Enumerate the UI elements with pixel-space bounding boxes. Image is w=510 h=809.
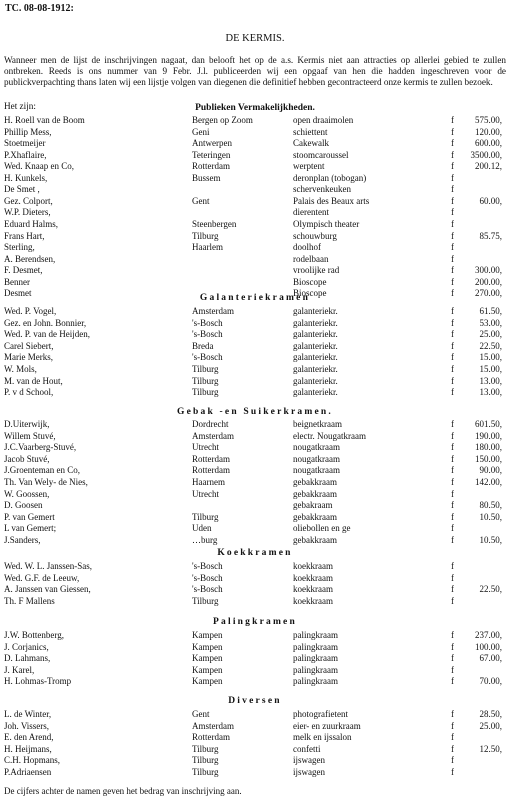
entry-city: Amsterdam [192,430,234,441]
entry-city: Kampen [192,630,223,640]
entry-name: Carel Siebert, [4,340,54,351]
entry-name: Sterling, [4,242,35,253]
list-item [0,665,510,676]
entry-city: Utrecht [192,488,219,499]
entry-attraction: eier- en zuurkraam [293,720,361,731]
entry-city: 's-Bosch [192,329,223,340]
entry-attraction: palingkraam [293,676,338,687]
entry-currency: f [451,207,454,218]
entry-amount: 142.00, [475,477,502,487]
entry-city: Kampen [192,676,223,687]
entry-city: Rotterdam [192,732,230,743]
entry-city: 's-Bosch [192,317,223,328]
list-item [0,387,510,398]
entry-name: L van Gemert; [4,523,57,534]
entry-name: L. de Winter, [4,709,52,719]
entry-city: 's-Bosch [192,561,223,571]
intro-paragraph: Wanneer men de lijst de inschrijvingen nagaat, dan belooft het op de a.s. Kermis niet aan attracties op allerlei gebied te zullen ontbreken. Reeds is ons nummer van 9 Febr. J.l. publiceerden wij een opgaaf van hen die hadden ingeschreven voor de publickverpachting thans laten wij een lijstje volgen van diegenen die definitief hebben gecontracteerd onze kermis te zullen bezoek. [4,55,506,88]
entry-name: C.H. Hopmans, [4,755,60,766]
entry-city: Steenbergen [192,218,237,229]
list-item [0,442,510,453]
entry-amount: 200.00, [475,276,502,287]
entry-amount: 80.50, [479,500,502,511]
entry-attraction: photografietent [293,709,348,719]
entry-attraction: stoomcaroussel [293,149,349,160]
entry-city: Kampen [192,641,223,652]
entry-amount: 270.00, [475,288,502,299]
section-title: Palingkramen [213,617,297,627]
entry-currency: f [451,664,454,675]
entry-city: Bergen op Zoom [192,115,253,125]
entry-amount: 28.50, [479,709,502,719]
entry-attraction: dierentent [293,207,329,218]
entry-attraction: ijswagen [293,767,325,777]
list-item [0,231,510,242]
section-title: Galanteriekramen [199,293,311,303]
entry-name: H. Roell van de Boom [4,115,85,125]
entry-name: Th. F Mallens [4,595,55,606]
entry-amount: 200.12, [475,161,502,172]
entry-attraction: gebakkraam [293,511,337,522]
entry-currency: f [451,488,454,499]
entry-currency: f [451,161,454,172]
entry-name: Willem Stuvé, [4,430,56,441]
list-item [0,265,510,276]
entry-amount: 120.00, [475,126,502,137]
entry-attraction: Cakewalk [293,138,329,149]
list-item [0,676,510,687]
entry-city: Uden [192,523,212,534]
entry-city: Tilburg [192,230,219,241]
list-item [0,573,510,584]
entry-amount: 13.00, [479,375,502,386]
entry-amount: 13.00, [479,387,502,398]
entry-amount: 600.00, [475,138,502,149]
entry-name: J.W. Bottenberg, [4,630,64,640]
entry-attraction: koekkraam [293,572,333,583]
entry-city: Tilburg [192,387,219,398]
entry-attraction: gebakkraam [293,477,337,487]
entry-name: De Smet , [4,184,40,195]
list-item [0,744,510,755]
list-item [0,115,510,126]
entry-name: J.Sanders, [4,535,41,545]
entry-city: Tilburg [192,767,219,777]
list-item [0,732,510,743]
entry-city: Antwerpen [192,138,232,149]
section-title: Publieken Vermakelijkheden. [195,103,315,113]
entry-name: Eduard Halms, [4,218,58,229]
entry-currency: f [451,442,454,453]
list-item [0,642,510,653]
entry-currency: f [451,265,454,276]
entry-attraction: Olympisch theater [293,218,360,229]
entry-city: Gent [192,195,210,206]
entry-name: D. Goosen [4,500,43,511]
entry-currency: f [451,430,454,441]
entry-city: Amsterdam [192,306,234,316]
entry-name: P.Xhaflaire, [4,149,47,160]
entry-name: Phillip Mess, [4,126,52,137]
entry-name: P. v d School, [4,387,54,398]
entry-attraction: palingkraam [293,641,338,652]
list-item [0,150,510,161]
list-item [0,489,510,500]
entry-currency: f [451,561,454,571]
entry-amount: 25.00, [479,720,502,731]
list-item [0,755,510,766]
entry-name: E. den Arend, [4,732,54,743]
entry-currency: f [451,149,454,160]
entry-attraction: werptent [293,161,325,172]
entry-attraction: galanteriekr. [293,364,338,374]
entry-name: J. Corjanics, [4,641,49,652]
entry-attraction: melk en ijssalon [293,732,352,743]
entry-attraction: galanteriekr. [293,375,338,386]
entry-attraction: ijswagen [293,755,325,766]
list-item [0,419,510,430]
footer-note: De cijfers achter de namen geven het bedrag van inschrijving aan. [4,786,242,796]
entry-city: 's-Bosch [192,572,223,583]
entry-name: Frans Hart, [4,230,45,241]
entry-name: P. van Gemert [4,511,55,522]
entry-name: H. Lohmas-Tromp [4,676,72,687]
entry-city: Tilburg [192,375,219,386]
entry-city: Tilburg [192,511,219,522]
entry-amount: 60.00, [479,195,502,206]
entry-attraction: gebakraam [293,500,333,511]
entry-city: Dordrecht [192,419,229,429]
entry-currency: f [451,288,454,299]
entry-amount: 150.00, [475,453,502,464]
entry-currency: f [451,511,454,522]
entry-city: Kampen [192,664,223,675]
entry-attraction: koekkraam [293,595,333,606]
entry-attraction: galanteriekr. [293,317,338,328]
entry-currency: f [451,535,454,545]
list-item [0,364,510,375]
list-item [0,254,510,265]
het-zijn-label: Het zijn: [4,101,36,111]
list-item [0,138,510,149]
entry-attraction: electr. Nougatkraam [293,430,366,441]
entry-name: Joh. Vissers, [4,720,50,731]
entry-city: Haarlem [192,242,223,253]
entry-currency: f [451,218,454,229]
entry-name: A. Janssen van Giessen, [4,584,91,595]
entry-city: Rotterdam [192,465,230,476]
entry-name: Wed. Knaap en Co, [4,161,75,172]
entry-attraction: koekkraam [293,561,333,571]
entry-currency: f [451,138,454,149]
entry-name: P.Adriaensen [4,767,52,777]
entry-name: Marie Merks, [4,352,53,363]
list-item [0,173,510,184]
entry-attraction: galanteriekr. [293,387,338,398]
article-title: DE KERMIS. [225,33,285,44]
entry-amount: 300.00, [475,265,502,276]
entry-currency: f [451,184,454,195]
entry-amount: 575.00, [475,115,502,125]
list-item [0,306,510,317]
entry-name: Wed. P. Vogel, [4,306,57,316]
entry-currency: f [451,419,454,429]
entry-amount: 180.00, [475,442,502,453]
entry-name: Th. Van Wely- de Nies, [4,477,88,487]
entry-attraction: palingkraam [293,630,338,640]
entry-currency: f [451,306,454,316]
entry-attraction: Bioscope [293,276,327,287]
entry-name: Stoetmeijer [4,138,46,149]
list-item [0,196,510,207]
entry-currency: f [451,676,454,687]
entry-attraction: nougatkraam [293,453,340,464]
list-item [0,318,510,329]
entry-amount: 237.00, [475,630,502,640]
list-item [0,630,510,641]
entry-currency: f [451,595,454,606]
list-item [0,584,510,595]
entry-currency: f [451,329,454,340]
entry-amount: 67.00, [479,653,502,664]
entry-currency: f [451,755,454,766]
entry-currency: f [451,253,454,264]
entry-currency: f [451,523,454,534]
entry-amount: 601.50, [475,419,502,429]
list-item [0,352,510,363]
entry-currency: f [451,172,454,183]
entry-city: Breda [192,340,214,351]
entry-amount: 100.00, [475,641,502,652]
entry-city: Haarnem [192,477,225,487]
entry-attraction: galanteriekr. [293,352,338,363]
entry-currency: f [451,641,454,652]
entry-name: Wed. G.F. de Leeuw, [4,572,80,583]
entry-currency: f [451,477,454,487]
entry-amount: 10.50, [479,535,502,545]
entry-currency: f [451,584,454,595]
entry-attraction: gebakkraam [293,535,337,545]
entry-name: H. Heijmans, [4,743,52,754]
entry-amount: 22.50, [479,340,502,351]
entry-city: Geni [192,126,210,137]
entry-name: M. van de Hout, [4,375,63,386]
list-item [0,341,510,352]
document-header: TC. 08-08-1912: [5,3,74,14]
list-item [0,127,510,138]
entry-currency: f [451,364,454,374]
entry-name: H. Kunkels, [4,172,48,183]
entry-attraction: Bioscope [293,288,327,299]
entry-attraction: palingkraam [293,664,338,675]
entry-amount: 70.00, [479,676,502,687]
entry-attraction: schouwburg [293,230,337,241]
list-item [0,561,510,572]
entry-city: Amsterdam [192,720,234,731]
entry-city: Teteringen [192,149,231,160]
entry-city: Gent [192,709,210,719]
entry-currency: f [451,242,454,253]
entry-name: Jacob Stuvé, [4,453,50,464]
entry-currency: f [451,709,454,719]
entry-name: A. Berendsen, [4,253,56,264]
entry-name: Benner [4,276,30,287]
list-item [0,535,510,546]
entry-attraction: schervenkeuken [293,184,351,195]
entry-currency: f [451,732,454,743]
entry-amount: 15.00, [479,352,502,363]
entry-name: W.P. Dieters, [4,207,51,218]
entry-city: Bussem [192,172,221,183]
entry-currency: f [451,352,454,363]
entry-amount: 90.00, [479,465,502,476]
entry-attraction: vroolijke rad [293,265,340,276]
entry-currency: f [451,195,454,206]
entry-currency: f [451,276,454,287]
entry-attraction: nougatkraam [293,442,340,453]
section-title: Diversen [228,696,282,706]
list-item [0,329,510,340]
entry-city: Tilburg [192,755,219,766]
entry-currency: f [451,572,454,583]
entry-currency: f [451,115,454,125]
entry-name: Wed. P. van de Heijden, [4,329,91,340]
entry-currency: f [451,653,454,664]
entry-name: Wed. W. L. Janssen-Sas, [4,561,93,571]
list-item [0,523,510,534]
entry-city: Tilburg [192,595,219,606]
list-item [0,207,510,218]
entry-name: W. Goossen, [4,488,50,499]
entry-amount: 15.00, [479,364,502,374]
entry-attraction: confetti [293,743,321,754]
entry-city: Rotterdam [192,453,230,464]
entry-name: W. Mols, [4,364,37,374]
entry-city: Kampen [192,653,223,664]
entry-currency: f [451,767,454,777]
entry-name: D.Uiterwijk, [4,419,50,429]
entry-attraction: rodelbaan [293,253,329,264]
entry-name: F. Desmet, [4,265,43,276]
entry-currency: f [451,743,454,754]
entry-name: J.Groenteman en Co, [4,465,80,476]
entry-city: Rotterdam [192,161,230,172]
entry-amount: 61.50, [479,306,502,316]
entry-currency: f [451,453,454,464]
entry-city: 's-Bosch [192,584,223,595]
entry-attraction: open draaimolen [293,115,354,125]
list-item [0,721,510,732]
list-item [0,465,510,476]
entry-currency: f [451,340,454,351]
entry-city: …burg [192,535,218,545]
entry-city: Tilburg [192,364,219,374]
list-item [0,653,510,664]
list-item [0,709,510,720]
entry-amount: 22.50, [479,584,502,595]
section-title: Gebak -en Suikerkramen. [177,407,333,417]
entry-currency: f [451,317,454,328]
entry-currency: f [451,126,454,137]
entry-amount: 3500.00, [470,149,502,160]
entry-amount: 10.50, [479,511,502,522]
list-item [0,512,510,523]
entry-attraction: gebakkraam [293,488,337,499]
list-item [0,376,510,387]
entry-attraction: deronplan (tobogan) [293,172,367,183]
entry-name: J.C.Vaarberg-Stuvé, [4,442,77,453]
entry-amount: 190.00, [475,430,502,441]
list-item [0,242,510,253]
entry-name: Gez. Colport, [4,195,53,206]
list-item [0,184,510,195]
entry-currency: f [451,500,454,511]
entry-city: Tilburg [192,743,219,754]
list-item [0,219,510,230]
entry-amount: 53.00, [479,317,502,328]
entry-city: 's-Bosch [192,352,223,363]
entry-city: Utrecht [192,442,219,453]
entry-attraction: galanteriekr. [293,329,338,340]
entry-attraction: oliebollen en ge [293,523,351,534]
entry-attraction: doolhof [293,242,321,253]
entry-amount: 12.50, [479,743,502,754]
list-item [0,277,510,288]
entry-currency: f [451,465,454,476]
section-title: Koekkramen [217,548,293,558]
list-item [0,500,510,511]
entry-currency: f [451,375,454,386]
entry-attraction: palingkraam [293,653,338,664]
entry-currency: f [451,630,454,640]
entry-attraction: nougatkraam [293,465,340,476]
entry-currency: f [451,230,454,241]
list-item [0,161,510,172]
entry-attraction: galanteriekr. [293,340,338,351]
entry-attraction: beignetkraam [293,419,342,429]
entry-attraction: schiettent [293,126,328,137]
list-item [0,431,510,442]
list-item [0,477,510,488]
entry-amount: 85.75, [479,230,502,241]
list-item [0,596,510,607]
entry-name: Gez. en John. Bonnier, [4,317,87,328]
entry-name: D. Lahmans, [4,653,51,664]
list-item [0,767,510,778]
entry-currency: f [451,387,454,398]
entry-attraction: koekkraam [293,584,333,595]
entry-name: J. Karel, [4,664,35,675]
entry-name: Desmet [4,288,32,299]
entry-amount: 25.00, [479,329,502,340]
entry-attraction: galanteriekr. [293,306,338,316]
list-item [0,454,510,465]
entry-attraction: Palais des Beaux arts [293,195,370,206]
entry-currency: f [451,720,454,731]
